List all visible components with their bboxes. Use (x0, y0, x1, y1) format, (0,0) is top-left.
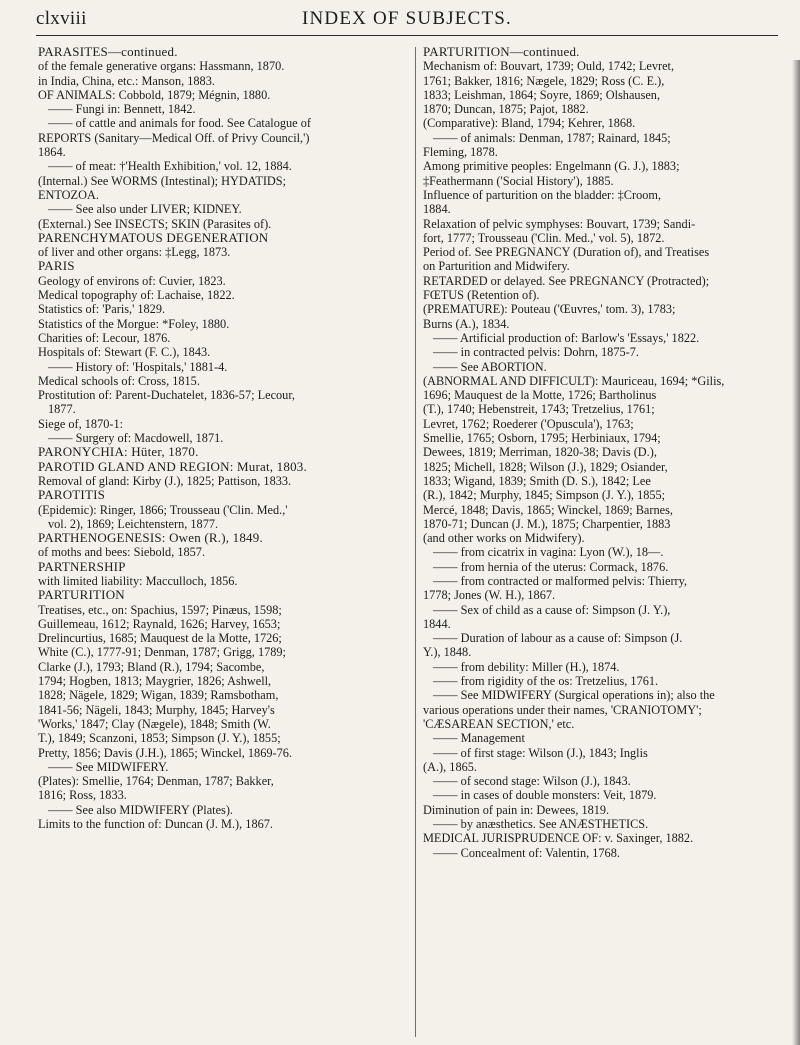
index-line: —— Management (433, 731, 525, 746)
index-line: PARASITES—continued. (38, 44, 178, 59)
index-line: (Plates): Smellie, 1764; Denman, 1787; Bakker, (38, 774, 274, 789)
index-line: 'Works,' 1847; Clay (Nægele), 1848; Smith (W. (38, 716, 271, 731)
index-line: (Epidemic): Ringer, 1866; Trousseau ('Clin. Med.,' (38, 502, 288, 517)
index-line: —— Fungi in: Bennett, 1842. (48, 102, 196, 117)
index-line: Medical topography of: Lachaise, 1822. (38, 288, 235, 303)
index-heading: PARENCHYMATOUS DEGENERATION (38, 229, 269, 245)
index-line: (ABNORMAL AND DIFFICULT): Mauriceau, 1694; *Gilis, (423, 373, 725, 388)
index-line: —— See ABORTION. (433, 359, 547, 374)
index-line: various operations under their names, 'CRANIOTOMY'; (423, 702, 702, 717)
index-line: Period of. See PREGNANCY (Duration of), and Treatises (423, 245, 710, 260)
index-line: —— from hernia of the uterus: Cormack, 1876. (433, 559, 669, 574)
index-heading: PARIS (38, 258, 75, 274)
index-line: 1833; Wigand, 1839; Smith (D. S.), 1842; Lee (423, 473, 651, 488)
index-line: fort, 1777; Trousseau ('Clin. Med.,' vol. 5), 1872. (423, 230, 665, 245)
index-line: (R.), 1842; Murphy, 1845; Simpson (J. Y.), 1855; (423, 488, 666, 503)
index-line: PARTURITION—continued. (423, 44, 580, 59)
index-line: 1884. (423, 202, 451, 217)
index-line: RETARDED or delayed. See PREGNANCY (Protracted); (423, 273, 710, 288)
index-line: Fleming, 1878. (423, 145, 498, 160)
index-line: 1877. (48, 402, 76, 417)
index-line: (and other works on Midwifery). (423, 531, 585, 546)
index-line: Mechanism of: Bouvart, 1739; Ould, 1742; Levret, (423, 59, 675, 74)
index-heading: PAROTITIS (38, 487, 106, 503)
index-line: —— Surgery of: Macdowell, 1871. (48, 431, 224, 446)
index-heading: PARTURITION (38, 587, 125, 603)
index-line: Treatises, etc., on: Spachius, 1597; Pinæus, 1598; (38, 602, 282, 617)
left-column (38, 45, 408, 831)
index-line: Siege of, 1870-1: (38, 416, 124, 431)
index-line: Statistics of: 'Paris,' 1829. (38, 302, 166, 317)
index-line: —— See also MIDWIFERY (Plates). (48, 802, 233, 817)
index-line: Guillemeau, 1612; Raynald, 1626; Harvey, 1653; (38, 616, 281, 631)
page-edge-shadow (792, 60, 800, 1045)
index-line: —— See MIDWIFERY (Surgical operations in); also the (433, 688, 715, 703)
index-line: Hospitals of: Stewart (F. C.), 1843. (38, 345, 211, 360)
index-line: Burns (A.), 1834. (423, 316, 510, 331)
index-line: —— See also under LIVER; KIDNEY. (48, 202, 242, 217)
index-line: FŒTUS (Retention of). (423, 288, 540, 303)
index-line: Relaxation of pelvic symphyses: Bouvart, 1739; Sandi- (423, 216, 696, 231)
index-line: —— by anæsthetics. See ANÆSTHETICS. (433, 817, 649, 832)
index-line: Geology of environs of: Cuvier, 1823. (38, 273, 226, 288)
index-line: —— See MIDWIFERY. (48, 759, 169, 774)
index-line: Prostitution of: Parent-Duchatelet, 1836-57; Lecour, (38, 388, 295, 403)
index-line: 1841-56; Nägeli, 1843; Murphy, 1845; Harvey's (38, 702, 275, 717)
index-line: —— Artificial production of: Barlow's 'Essays,' 1822. (433, 330, 700, 345)
index-line: ENTOZOA. (38, 187, 99, 202)
index-line: (A.), 1865. (423, 759, 477, 774)
index-line: —— of animals: Denman, 1787; Rainard, 1845; (433, 130, 671, 145)
index-heading: PARTNERSHIP (38, 558, 126, 574)
index-line: Among primitive peoples: Engelmann (G. J.), 1883; (423, 159, 680, 174)
index-line: Smellie, 1765; Osborn, 1795; Herbiniaux, 1794; (423, 431, 661, 446)
index-line: (T.), 1740; Hebenstreit, 1743; Tretzelius, 1761; (423, 402, 655, 417)
index-line: —— of first stage: Wilson (J.), 1843; Inglis (433, 745, 648, 760)
index-line: in India, China, etc.: Manson, 1883. (38, 73, 215, 88)
index-line: 1864. (38, 145, 66, 160)
column-divider (415, 47, 416, 1037)
index-line: (Internal.) See WORMS (Intestinal); HYDATIDS; (38, 173, 287, 188)
index-line: REPORTS (Sanitary—Medical Off. of Privy Council,') (38, 130, 310, 145)
index-line: of moths and bees: Siebold, 1857. (38, 545, 206, 560)
index-line: —— of second stage: Wilson (J.), 1843. (433, 774, 631, 789)
page-header (36, 8, 778, 34)
index-line: Medical schools of: Cross, 1815. (38, 373, 200, 388)
index-line: White (C.), 1777-91; Denman, 1787; Grigg, 1789; (38, 645, 286, 660)
index-heading: PARONYCHIA: Hüter, 1870. (38, 444, 199, 460)
index-line: 1816; Ross, 1833. (38, 788, 127, 803)
index-line: 1825; Michell, 1828; Wilson (J.), 1829; Osiander, (423, 459, 668, 474)
index-line: —— of cattle and animals for food. See Catalogue of (48, 116, 311, 131)
index-line: Limits to the function of: Duncan (J. M.), 1867. (38, 817, 273, 832)
index-line: Levret, 1762; Roederer ('Opuscula'), 1763; (423, 416, 634, 431)
index-line: on Parturition and Midwifery. (423, 259, 570, 274)
index-line: Drelincurtius, 1685; Mauquest de la Motte, 1726; (38, 631, 282, 646)
index-line: Charities of: Lecour, 1876. (38, 330, 171, 345)
index-line: —— from debility: Miller (H.), 1874. (433, 659, 620, 674)
index-line: 1696; Mauquest de la Motte, 1726; Bartholinus (423, 388, 657, 403)
right-column (423, 45, 780, 860)
index-line: —— from rigidity of the os: Tretzelius, 1761. (433, 674, 659, 689)
index-line: (PREMATURE): Pouteau ('Œuvres,' tom. 3), 1783; (423, 302, 676, 317)
index-line: —— in cases of double monsters: Veit, 1879. (433, 788, 657, 803)
index-line: Y.), 1848. (423, 645, 472, 660)
index-line: 1844. (423, 616, 451, 631)
index-line: 1794; Hogben, 1813; Maygrier, 1826; Ashwell, (38, 674, 272, 689)
index-line: —— Concealment of: Valentin, 1768. (433, 845, 620, 860)
index-line: 1870; Duncan, 1875; Pajot, 1882. (423, 102, 589, 117)
index-line: vol. 2), 1869; Leichtenstern, 1877. (48, 516, 219, 531)
index-line: 1828; Nägele, 1829; Wigan, 1839; Ramsbotham, (38, 688, 279, 703)
index-line: with limited liability: Macculloch, 1856. (38, 573, 238, 588)
page-title: INDEX OF SUBJECTS. (301, 8, 513, 29)
index-line: (External.) See INSECTS; SKIN (Parasites of). (38, 216, 272, 231)
index-line: —— Sex of child as a cause of: Simpson (J. Y.), (433, 602, 671, 617)
index-line: (Comparative): Bland, 1794; Kehrer, 1868. (423, 116, 636, 131)
index-line: 1833; Leishman, 1864; Soyre, 1869; Olshausen, (423, 87, 661, 102)
index-line: of liver and other organs: ‡Legg, 1873. (38, 245, 231, 260)
index-line: Influence of parturition on the bladder: ‡Croom, (423, 187, 662, 202)
index-line: Dewees, 1819; Merriman, 1820-38; Davis (D.), (423, 445, 657, 460)
index-line: —— in contracted pelvis: Dohrn, 1875-7. (433, 345, 639, 360)
index-line: —— History of: 'Hospitals,' 1881-4. (48, 359, 228, 374)
index-line: T.), 1849; Scanzoni, 1853; Simpson (J. Y.), 1855; (38, 731, 281, 746)
index-line: —— of meat: †'Health Exhibition,' vol. 12, 1884. (48, 159, 292, 174)
index-line: of the female generative organs: Hassmann, 1870. (38, 59, 285, 74)
index-line: Mercé, 1848; Davis, 1865; Winckel, 1869; Barnes, (423, 502, 673, 517)
index-line: 1761; Bakker, 1816; Nægele, 1829; Ross (C. E.), (423, 73, 665, 88)
page-number: clxviii (36, 8, 87, 29)
index-line: Pretty, 1856; Davis (J.H.), 1865; Winckel, 1869-76. (38, 745, 292, 760)
index-line: MEDICAL JURISPRUDENCE OF: v. Saxinger, 1882. (423, 831, 694, 846)
index-heading: PAROTID GLAND AND REGION: Murat, 1803. (38, 458, 307, 474)
index-line: ‡Feathermann ('Social History'), 1885. (423, 173, 614, 188)
index-line: —— from contracted or malformed pelvis: Thierry, (433, 573, 688, 588)
index-line: OF ANIMALS: Cobbold, 1879; Mégnin, 1880. (38, 87, 271, 102)
index-line: 1870-71; Duncan (J. M.), 1875; Charpentier, 1883 (423, 516, 671, 531)
index-line: —— Duration of labour as a cause of: Simpson (J. (433, 631, 683, 646)
index-line: 1778; Jones (W. H.), 1867. (423, 588, 556, 603)
index-line: Statistics of the Morgue: *Foley, 1880. (38, 316, 230, 331)
index-line: Removal of gland: Kirby (J.), 1825; Pattison, 1833. (38, 473, 292, 488)
header-rule (36, 35, 778, 36)
index-line: 'CÆSAREAN SECTION,' etc. (423, 716, 575, 731)
index-line: Diminution of pain in: Dewees, 1819. (423, 802, 610, 817)
index-line: —— from cicatrix in vagina: Lyon (W.), 18—. (433, 545, 664, 560)
index-heading: PARTHENOGENESIS: Owen (R.), 1849. (38, 530, 263, 546)
index-line: Clarke (J.), 1793; Bland (R.), 1794; Sacombe, (38, 659, 265, 674)
